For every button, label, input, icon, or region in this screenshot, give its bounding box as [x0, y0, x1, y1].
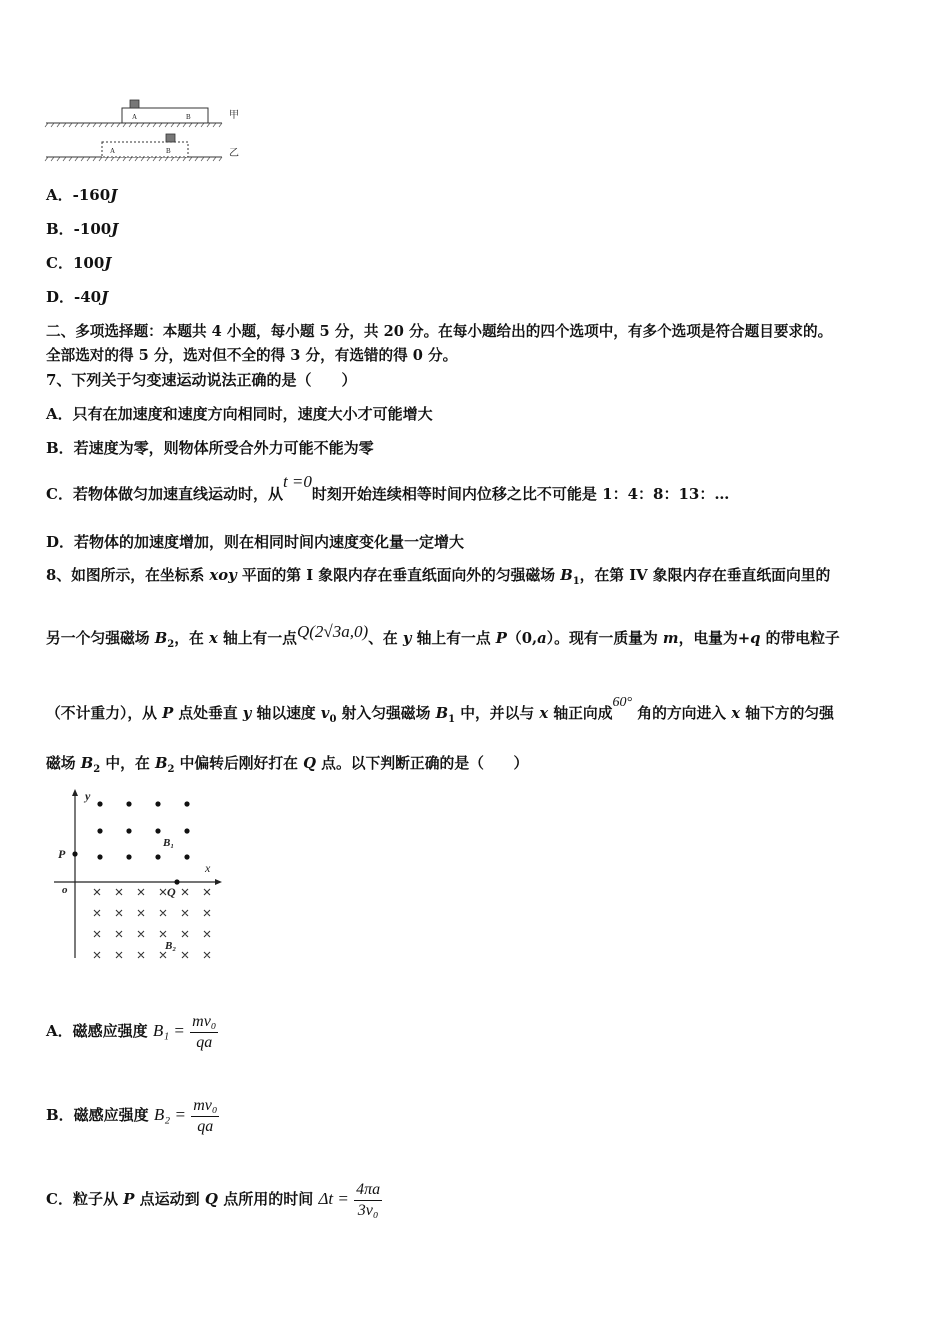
jia-label-a: A	[132, 113, 138, 121]
label-yi: 乙	[229, 148, 239, 159]
blocks-diagram	[44, 96, 254, 166]
q6-option-b: B．-100J	[46, 220, 119, 238]
y-axis-label: y	[85, 789, 91, 803]
q8-a-fraction: $\frac{\text{mv₀}}{qa}$	[192, 1012, 217, 1051]
q7-stem: 7、下列关于匀变速运动说法正确的是（ ）	[46, 371, 357, 389]
q7-option-d: D．若物体的加速度增加，则在相同时间内速度变化量一定增大	[46, 533, 465, 551]
b2-crosses	[94, 889, 210, 958]
field-figure	[50, 786, 230, 966]
x-axis-label: x	[205, 861, 211, 875]
x-arrow-icon	[215, 879, 222, 885]
section2-line1: 二、多项选择题：本题共 4 小题，每小题 5 分，共 20 分。在每小题给出的四个选项中，有多个选项是符合题目要求的。	[46, 323, 833, 340]
q8-option-a: A．磁感应强度 B₁ = $\frac{\text{mv₀}}{qa}$	[46, 1012, 217, 1051]
q8-option-c: C．粒子从 P 点运动到 Q 点所用的时间 Δt = $\frac{4\pi a}{\text{3v₀}}$	[46, 1180, 381, 1219]
jia-label-b: B	[186, 113, 191, 121]
q7-option-b: B．若速度为零，则物体所受合外力可能不能为零	[46, 439, 374, 457]
point-q	[174, 879, 179, 884]
q8-c-fraction: $\frac{4\pi a}{\text{3v₀}}$	[356, 1180, 381, 1219]
label-jia: 甲	[229, 110, 239, 121]
q6-option-d: D．-40J	[46, 288, 109, 306]
b1-label: B₁	[163, 837, 175, 849]
small-block-yi	[166, 134, 175, 142]
yi-label-b: B	[166, 147, 171, 155]
b2-label: B₂	[165, 940, 177, 952]
blocks-figure	[44, 96, 254, 166]
field-diagram	[50, 786, 230, 966]
q7-option-c: C．若物体做匀加速直线运动时，从t =0时刻开始连续相等时间内位移之比不可能是 1：4：8：13：…	[46, 472, 730, 503]
q8-stem-line4: 磁场 $B_2$ 中，在 $B_2$ 中偏转后刚好打在 Q 点。以下判断正确的是（ ）	[46, 755, 529, 775]
b1-dots	[97, 801, 189, 859]
point-p-label: P	[58, 847, 66, 861]
q6-option-c: C．100J	[46, 254, 112, 272]
origin-label: o	[62, 884, 68, 896]
small-block-jia	[130, 100, 139, 108]
q8-b-fraction: $\frac{\text{mv₀}}{qa}$	[193, 1096, 218, 1135]
q8-stem-line1: 8、如图所示，在坐标系 xoy 平面的第 I 象限内存在垂直纸面向外的匀强磁场 $B_1$，在第 IV 象限内存在垂直纸面向里的	[46, 567, 831, 587]
q8-stem-line2: 另一个匀强磁场 $B_2$，在 x 轴上有一点Q(2√3a,0)、在 y 轴上有一点 P（0,a）。现有一质量为 m，电量为+q 的带电粒子	[46, 622, 840, 650]
y-arrow-icon	[72, 789, 78, 796]
q6-option-a: A．-160J	[46, 186, 118, 204]
q7-option-a: A．只有在加速度和速度方向相同时，速度大小才可能增大	[46, 405, 433, 423]
point-q-label: Q	[167, 885, 176, 899]
q8-option-b: B．磁感应强度 B₂ = $\frac{\text{mv₀}}{qa}$	[46, 1096, 218, 1135]
yi-label-a: A	[110, 147, 116, 155]
section2-line2: 全部选对的得 5 分，选对但不全的得 3 分，有选错的得 0 分。	[46, 347, 458, 364]
q8-stem-line3: （不计重力），从 P 点处垂直 y 轴以速度 $v_0$ 射入匀强磁场 $B_1$ 中，并以与 x 轴正向成60° 角的方向进入 x 轴下方的匀强	[46, 695, 834, 725]
point-p	[72, 851, 77, 856]
